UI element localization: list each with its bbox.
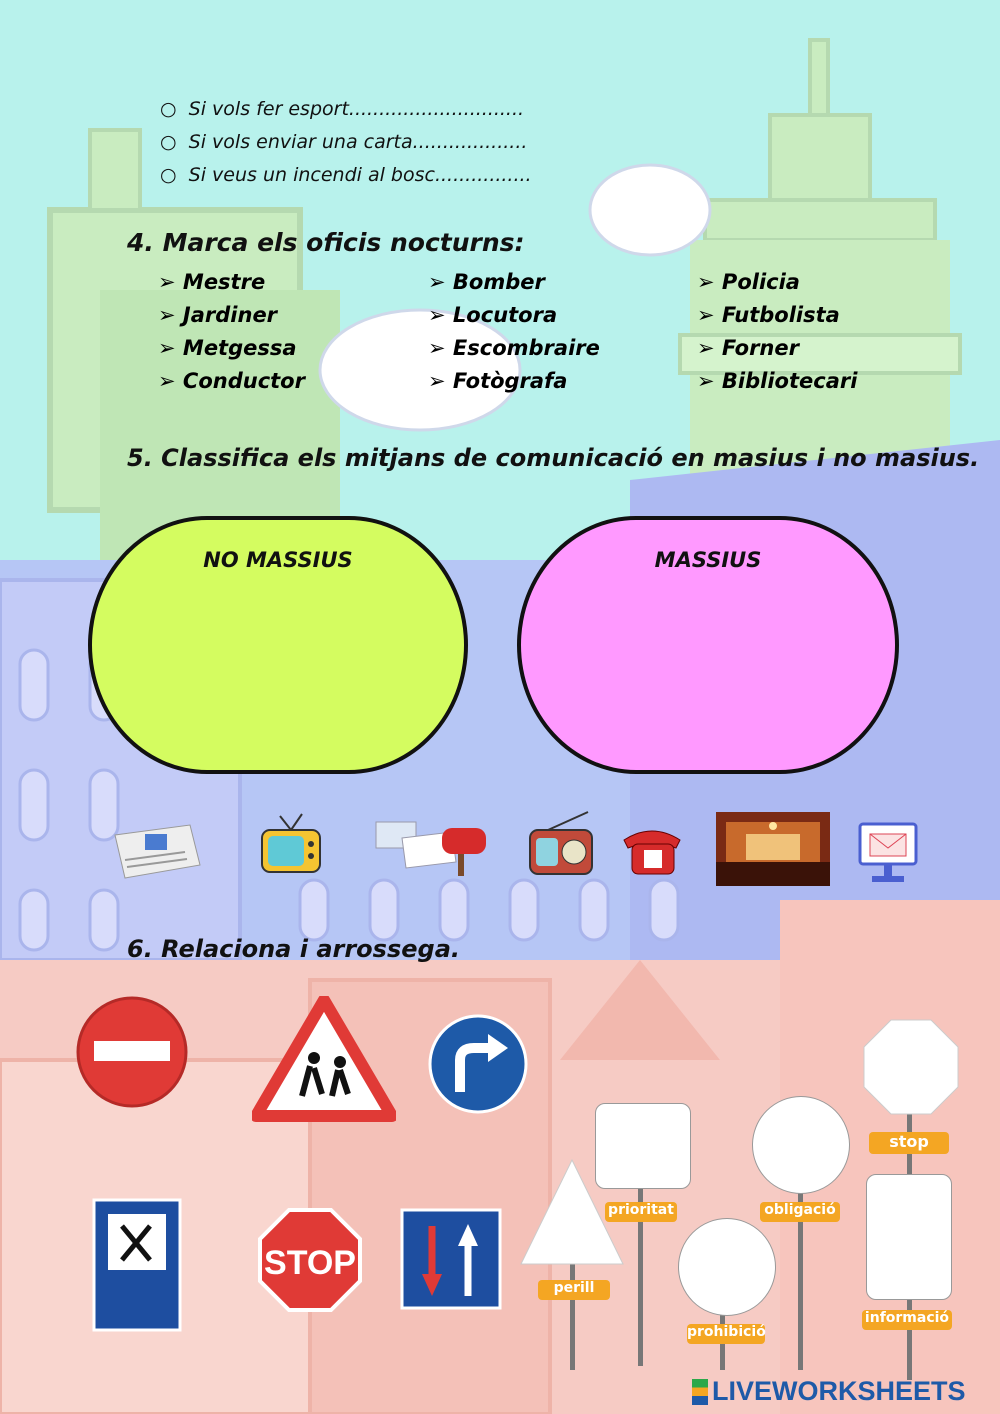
brand-name: LIVEWORKSHEETS: [712, 1376, 966, 1406]
label-stop: stop: [869, 1132, 949, 1154]
q3-line-1: Si vols fer esport.............................: [188, 98, 525, 120]
option-label: Mestre: [182, 270, 266, 294]
option-label: Fotògrafa: [452, 369, 568, 393]
tv-icon[interactable]: [258, 812, 324, 880]
priority-oncoming-sign-icon[interactable]: [400, 1208, 502, 1310]
drop-zone-no-massius[interactable]: [88, 516, 468, 774]
option-item[interactable]: ➢ Bibliotecari: [697, 369, 858, 393]
option-label: Forner: [721, 336, 799, 360]
option-item[interactable]: ➢ Mestre: [158, 270, 266, 294]
label-informacio: informació: [862, 1310, 952, 1330]
option-item[interactable]: ➢ Fotògrafa: [428, 369, 568, 393]
label-prioritat: prioritat: [605, 1202, 677, 1222]
q3-line-2: Si vols enviar una carta...................: [188, 131, 528, 153]
option-label: Futbolista: [721, 303, 840, 327]
stop-sign-text: STOP: [264, 1244, 356, 1282]
blank-square-target[interactable]: [595, 1103, 691, 1189]
restaurant-sign-icon[interactable]: [92, 1198, 182, 1332]
liveworksheets-logo: [692, 1376, 966, 1407]
theatre-icon[interactable]: [716, 812, 830, 886]
option-item[interactable]: ➢ Policia: [697, 270, 800, 294]
telephone-icon[interactable]: [616, 822, 688, 878]
logo-icon: [692, 1379, 708, 1405]
drop-zone-title: MASSIUS: [654, 548, 762, 572]
school-zone-sign-icon[interactable]: [252, 996, 396, 1122]
q3-line-3: Si veus un incendi al bosc................: [188, 164, 532, 186]
option-item[interactable]: ➢ Escombraire: [428, 336, 600, 360]
option-item[interactable]: ➢ Bomber: [428, 270, 545, 294]
q4-column-3: [697, 270, 957, 402]
list-item: ○ Si vols fer esport.............................: [160, 98, 525, 120]
newspaper-icon[interactable]: [105, 820, 205, 880]
option-label: Policia: [721, 270, 800, 294]
drop-zone-title: NO MASSIUS: [203, 548, 353, 572]
list-item: ○ Si vols enviar una carta...................: [160, 131, 528, 153]
no-entry-sign-icon[interactable]: [76, 996, 188, 1108]
radio-icon[interactable]: [528, 810, 594, 878]
q4-column-2: [428, 270, 688, 402]
option-item[interactable]: ➢ Metgessa: [158, 336, 297, 360]
option-label: Bibliotecari: [721, 369, 858, 393]
option-item[interactable]: ➢ Futbolista: [697, 303, 840, 327]
stop-sign-icon[interactable]: [258, 1208, 362, 1312]
q5-heading: 5. Classifica els mitjans de comunicació en masius i no masius.: [127, 444, 980, 472]
blank-octagon-target[interactable]: [862, 1018, 960, 1116]
email-computer-icon[interactable]: [856, 820, 920, 886]
letters-mailbox-icon[interactable]: [372, 818, 490, 878]
blank-circle-target[interactable]: [752, 1096, 850, 1194]
label-perill: perill: [538, 1280, 610, 1300]
label-prohibicio: prohibició: [687, 1324, 765, 1344]
option-item[interactable]: ➢ Locutora: [428, 303, 558, 327]
drop-zone-massius[interactable]: [517, 516, 899, 774]
option-label: Bomber: [452, 270, 545, 294]
label-obligacio: obligació: [760, 1202, 840, 1222]
option-label: Conductor: [182, 369, 305, 393]
option-label: Metgessa: [182, 336, 297, 360]
option-label: Escombraire: [452, 336, 600, 360]
q4-heading: 4. Marca els oficis nocturns:: [127, 228, 525, 257]
q3-list: [160, 98, 532, 197]
turn-right-sign-icon[interactable]: [428, 1014, 528, 1114]
list-item: ○ Si veus un incendi al bosc................: [160, 164, 532, 186]
blank-rectangle-target[interactable]: [866, 1174, 952, 1300]
sign-post: [570, 1260, 575, 1370]
blank-circle-target[interactable]: [678, 1218, 776, 1316]
option-label: Jardiner: [182, 303, 278, 327]
option-item[interactable]: ➢ Jardiner: [158, 303, 278, 327]
option-item[interactable]: ➢ Forner: [697, 336, 799, 360]
q6-heading: 6. Relaciona i arrossega.: [127, 935, 461, 963]
q4-column-1: [158, 270, 418, 402]
option-item[interactable]: ➢ Conductor: [158, 369, 305, 393]
option-label: Locutora: [452, 303, 558, 327]
